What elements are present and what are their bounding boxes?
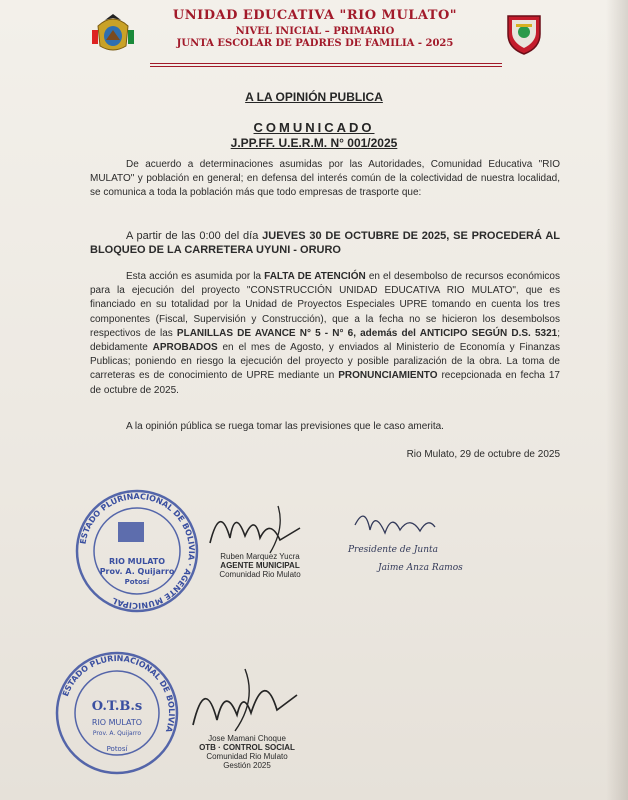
otb-stamp-center-2: RIO MULATO: [91, 718, 143, 727]
otb-stamp-ring-text: ESTADO PLURINACIONAL DE BOLIVIA: [60, 653, 177, 734]
school-name: UNIDAD EDUCATIVA "RIO MULATO": [172, 8, 458, 23]
reason-bold-4: PRONUNCIAMIENTO: [338, 370, 438, 382]
agent-role: AGENTE MUNICIPAL: [220, 561, 300, 570]
reason-bold-3: APROBADOS: [152, 342, 218, 354]
agent-stamp-center-2: Prov. A. Quijarro: [99, 567, 175, 576]
school-level: NIVEL INICIAL – PRIMARIO: [235, 26, 395, 37]
agent-stamp-center-1: RIO MULATO: [108, 557, 166, 566]
president-name: Jaime Anza Ramos: [378, 563, 463, 573]
agent-stamp-ring-text: ESTADO PLURINACIONAL DE BOLIVIA · AGENTE MUNICIPAL: [78, 491, 197, 611]
closing-paragraph: A la opinión pública se ruega tomar las previsiones que le caso amerita.: [126, 421, 444, 432]
agent-municipal-stamp: [72, 488, 202, 614]
reason-text-3: ; debidamente: [90, 327, 560, 354]
header-rule: [150, 63, 502, 64]
control-role: OTB · CONTROL SOCIAL: [199, 743, 295, 752]
reason-text-2: en el desembolso de recursos económicos para la ejecución del proyecto "CONSTRUCCIÓN UNIDAD EDUCATIVA RIO MULATO", que es financiado en su totalidad por la Unidad de Proyectos Especiales UPRE tomando en cuenta los tres componentes (Fiscal, Supervisión y Construcción), que a la fecha no se hicieron los desembolsos respectivos de las: [90, 271, 560, 339]
parents-board: JUNTA ESCOLAR DE PADRES DE FAMILIA - 2025: [176, 38, 454, 49]
agent-signature-scribble: [200, 498, 310, 558]
agent-stamp-center-3: Potosí: [124, 578, 150, 586]
control-signature-block: [182, 734, 312, 770]
intro-paragraph: De acuerdo a determinaciones asumidas por las Autoridades, Comunidad Educativa "RIO MULATO" y población en general; en defensa del interés común de la colectividad de nuestra localidad, se comunica a toda la población más que todo empresas de trasporte que:: [90, 159, 560, 198]
control-term: Gestión 2025: [223, 761, 271, 770]
reason-bold-1: FALTA DE ATENCIÓN: [264, 271, 366, 282]
blockade-paragraph: [90, 229, 560, 257]
public-heading: A LA OPINIÓN PUBLICA: [245, 90, 383, 104]
reason-text-5: recepcionada en fecha 17 de octubre de 2025.: [90, 370, 560, 396]
president-signature-scribble: [350, 505, 440, 545]
control-signature-scribble: [185, 665, 305, 735]
control-org: Comunidad Rio Mulato: [206, 752, 288, 761]
otb-stamp-center-3: Prov. A. Quijarro: [92, 730, 142, 737]
comunicado-number: J.PP.FF. U.E.R.M. N° 001/2025: [230, 136, 398, 150]
president-role: Presidente de Junta: [348, 545, 438, 555]
reason-bold-2: PLANILLAS DE AVANCE N° 5 - N° 6, además del ANTICIPO SEGÚN D.S. 5321: [176, 327, 558, 339]
letterhead: [80, 8, 550, 49]
blockade-announcement: JUEVES 30 DE OCTUBRE DE 2025, SE PROCEDERÁ AL BLOQUEO DE LA CARRETERA UYUNI - ORURO: [90, 230, 560, 256]
reason-text-4: en el mes de Agosto, y enviados al Ministerio de Economía y Finanzas Publicas; poniendo en riesgo la ejecución del proyecto y posible paralización de la obra. La toma de carreteras es de conocimiento de UPRE mediante un: [90, 342, 560, 382]
otb-stamp: [52, 650, 182, 776]
otb-stamp-center-4: Potosí: [106, 745, 128, 753]
blockade-lead: A partir de las 0:00 del día: [126, 230, 263, 242]
control-name: Jose Mamani Choque: [208, 734, 286, 743]
agent-signature-block: [200, 552, 320, 579]
reason-text-1: Esta acción es asumida por la: [126, 271, 265, 282]
agent-org: Comunidad Rio Mulato: [219, 570, 301, 579]
otb-stamp-center-1: O.T.B.s: [91, 699, 143, 714]
comunicado-heading: COMUNICADO: [253, 120, 375, 135]
reason-paragraph: [90, 270, 560, 398]
place-date: Rio Mulato, 29 de octubre de 2025: [406, 449, 560, 460]
agent-name: Ruben Marquez Yucra: [220, 552, 300, 561]
header-rule-2: [150, 66, 502, 67]
